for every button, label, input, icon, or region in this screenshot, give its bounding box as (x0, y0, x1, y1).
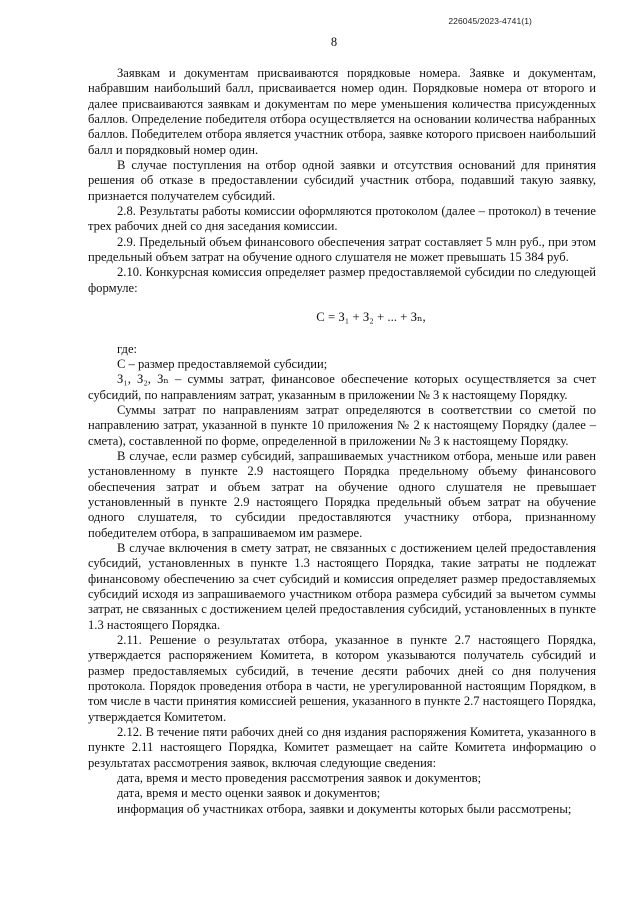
document-body (88, 66, 596, 817)
paragraph-single-application: В случае поступления на отбор одной заявки и отсутствия оснований для принятия решения об отказе в предоставлении субсидий участник отбора, подавший такую заявку, признается получателем субсидий. (88, 158, 596, 203)
list-item-participants-info: информация об участниках отбора, заявки и документы которых были рассмотрены; (117, 801, 572, 816)
paragraph-unrelated-costs: В случае включения в смету затрат, не связанных с достижением целей предоставления субсидий, установленных в пункте 1.3 настоящего Порядка, такие затраты не подлежат финансовому обеспечению за счет субсидий и комиссия определяет размер предоставляемых субсидий исходя из запрашиваемого участником отбора размера субсидий за вычетом суммы затрат, не связанных с достижением целей предоставления субсидий, установленных в пункте 1.3 настоящего Порядка. (88, 540, 596, 632)
paragraph-2-10-formula-intro: 2.10. Конкурсная комиссия определяет размер предоставляемой субсидии по следующей формуле: (88, 265, 596, 295)
paragraph-requested-amount: В случае, если размер субсидий, запрашиваемых участником отбора, меньше или равен установленному в пункте 2.9 настоящего Порядка предельному объему финансового обеспечения затрат и объем затрат на обучение одного слушателя не превышает установленный в пункте 2.9 настоящего Порядка предельный объем затрат на обучение одного слушателя, то субсидии предоставляются участнику отбора, признанному победителем отбора, в запрашиваемом им размере. (88, 448, 596, 540)
paragraph-where: где: (117, 341, 138, 356)
paragraph-2-12-publication: 2.12. В течение пяти рабочих дней со дня издания распоряжения Комитета, указанного в пункте 2.11 настоящего Порядка, Комитет размещает на сайте Комитета информацию о результатах рассмотрения заявок, включая следующие сведения: (88, 725, 596, 770)
paragraph-2-8-protocol: 2.8. Результаты работы комиссии оформляются протоколом (далее – протокол) в течение трех рабочих дней со дня заседания комиссии. (88, 204, 596, 234)
subsidy-formula: С = З₁ + З₂ + ... + Зₙ, (316, 310, 426, 325)
paragraph-ranking: Заявкам и документам присваиваются порядковые номера. Заявке и документам, набравшим наибольший балл, присваивается номер один. Порядковые номера от второго и далее присваиваются заявкам и документам по мере уменьшения количества присужденных баллов. Определение победителя отбора осуществляется на основании количества набранных баллов. Победителем отбора является участник отбора, заявке которого присвоен наибольший балл и порядковый номер один. (88, 66, 596, 157)
paragraph-z-definition: З₁, З₂, Зₙ – суммы затрат, финансовое обеспечение которых осуществляется за счет субсидий, по направлениям затрат, указанным в приложении № 3 к настоящему Порядку. (88, 372, 596, 402)
paragraph-2-11-decision: 2.11. Решение о результатах отбора, указанное в пункте 2.7 настоящего Порядка, утверждается распоряжением Комитета, в котором указываются получатель субсидий и размер предоставляемых субсидий, в течение десяти рабочих дней со дня получения протокола. Порядок проведения отбора в части, не урегулированной настоящим Порядком, в том числе в части принятия комиссией решения, указанного в пункте 2.7 настоящего Порядка, утверждается Комитетом. (88, 633, 596, 724)
page-number: 8 (330, 35, 338, 49)
paragraph-2-9-limit: 2.9. Предельный объем финансового обеспечения затрат составляет 5 млн руб., при этом предельный объем затрат на обучение одного слушателя не может превышать 15 384 руб. (88, 234, 596, 265)
list-item-evaluation-date: дата, время и место оценки заявок и документов; (117, 786, 381, 801)
paragraph-estimate: Суммы затрат по направлениям затрат определяются в соответствии со сметой по направлению затрат, указанной в пункте 10 приложения № 2 к настоящему Порядку (далее – смета), составленной по форме, определенной в приложении № 3 к настоящему Порядку. (88, 402, 596, 448)
list-item-review-date: дата, время и место проведения рассмотрения заявок и документов; (117, 771, 482, 786)
document-id: 226045/2023-4741(1) (448, 16, 532, 26)
paragraph-c-definition: С – размер предоставляемой субсидии; (117, 356, 328, 371)
